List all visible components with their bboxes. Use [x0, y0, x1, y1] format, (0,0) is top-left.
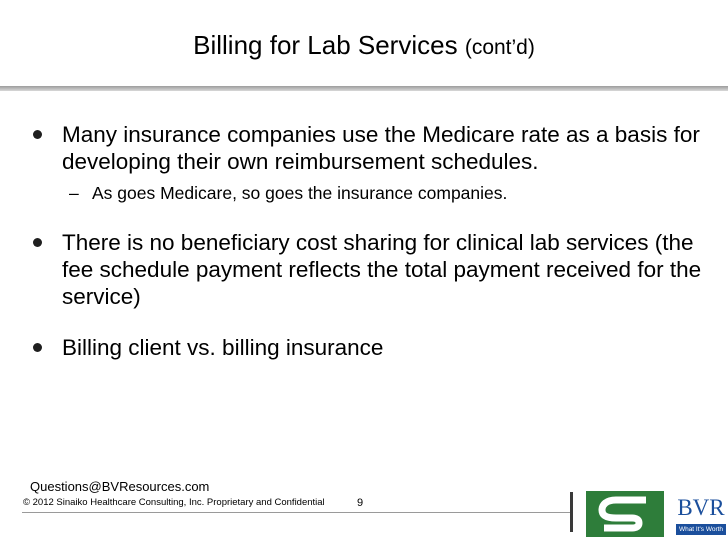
page-number: 9	[357, 497, 364, 509]
sub-bullet-text: As goes Medicare, so goes the insurance companies.	[92, 183, 508, 203]
title-main: Billing for Lab Services	[193, 30, 458, 60]
sub-bullet-1	[69, 182, 692, 204]
bullet-text: There is no beneficiary cost sharing for clinical lab services (the fee schedule payment reflects the total payment received for the service)	[62, 230, 702, 309]
bullet-text: Many insurance companies use the Medicare rate as a basis for developing their own reimbursement schedules.	[62, 122, 700, 174]
bullet-1	[62, 121, 702, 175]
bullet-dot	[33, 130, 42, 139]
bvr-logo-tagline: What It's Worth	[676, 524, 726, 535]
title-divider	[0, 86, 728, 91]
bullet-dot	[33, 238, 42, 247]
bullet-text: Billing client vs. billing insurance	[62, 335, 384, 360]
bvr-logo	[674, 496, 728, 536]
sub-bullet-dash: –	[69, 183, 79, 203]
bullet-2	[62, 229, 702, 310]
bvr-logo-text: BVR	[677, 495, 725, 520]
bullet-3	[62, 334, 702, 361]
footer-email: Questions@BVResources.com	[30, 479, 210, 494]
footer-copyright: © 2012 Sinaiko Healthcare Consulting, Inc. Proprietary and Confidential	[23, 497, 325, 508]
logo-separator	[570, 492, 573, 532]
sinaiko-s-logo-icon	[586, 491, 664, 537]
slide-title	[0, 28, 728, 65]
bullet-dot	[33, 343, 42, 352]
title-suffix: (cont’d)	[464, 36, 535, 59]
footer-divider	[22, 512, 570, 513]
